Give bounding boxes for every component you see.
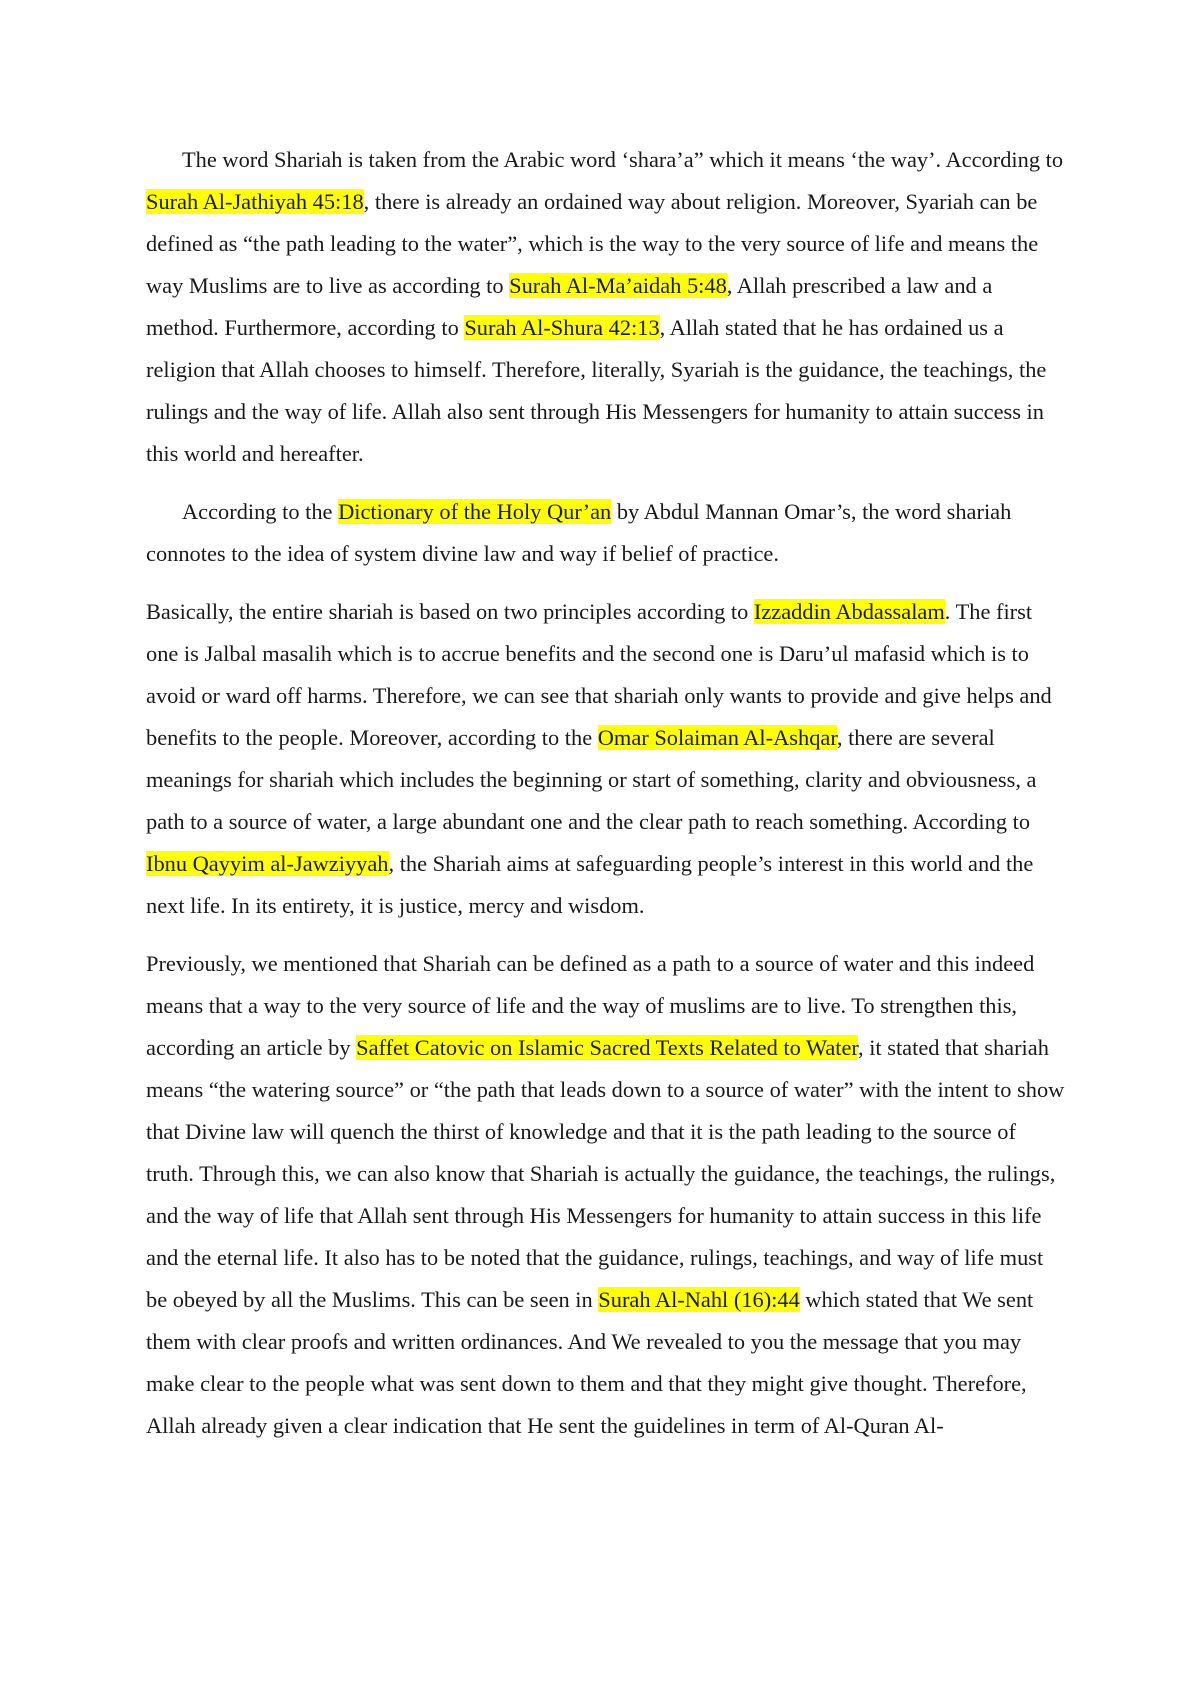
text-run: , it stated that shariah means “the watering source” or “the path that leads down to a source of water” with the intent to show that Divine law will quench the thirst of knowledge and that it is the path leading to the source of truth. Through this, we can also know that Shariah is actually the guidance, the teachings, the rulings, and the way of life that Allah sent through His Messengers for humanity to attain success in this life and the eternal life. It also has to be noted that the guidance, rulings, teachings, and way of life must be obeyed by all the Muslims. This can be seen in — [146, 1035, 1065, 1312]
highlighted-reference: Surah Al-Nahl (16):44 — [598, 1287, 800, 1312]
text-run: , the Shariah aims at safeguarding people’s interest in this world and the next life. In its entirety, it is justice, mercy and wisdom. — [146, 851, 1034, 918]
text-run: According to the — [182, 499, 339, 524]
paragraph-source-of-water — [146, 943, 1066, 1447]
text-run: . The first one is Jalbal masalih which is to accrue benefits and the second one is Daru’ul mafasid which is to avoid or ward off harms. Therefore, we can see that shariah only wants to provide and give helps and benefits to the people. Moreover, according to the — [146, 599, 1052, 750]
document-body — [146, 139, 1066, 1447]
highlighted-reference: Surah Al-Jathiyah 45:18 — [146, 189, 364, 214]
highlighted-reference: Izzaddin Abdassalam — [753, 599, 945, 624]
highlighted-reference: Omar Solaiman Al-Ashqar — [597, 725, 837, 750]
paragraph-principles — [146, 591, 1066, 927]
text-run: , there is already an ordained way about religion. Moreover, Syariah can be defined as “the path leading to the water”, which is the way to the very source of life and means the way Muslims are to live as according to — [146, 189, 1039, 298]
highlighted-reference: Surah Al-Shura 42:13 — [464, 315, 660, 340]
text-run: , Allah prescribed a law and a method. Furthermore, according to — [146, 273, 993, 340]
paragraph-shariah-definition — [146, 139, 1066, 475]
paragraph-dictionary — [146, 491, 1066, 575]
text-run: Previously, we mentioned that Shariah can be defined as a path to a source of water and this indeed means that a way to the very source of life and the way of muslims are to live. To strengthen this, according an article by — [146, 951, 1035, 1060]
text-run: which stated that We sent them with clear proofs and written ordinances. And We revealed to you the message that you may make clear to the people what was sent down to them and that they might give thought. Therefore, Allah already given a clear indication that He sent the guidelines in term of Al-Quran Al- — [146, 1287, 1034, 1438]
highlighted-reference: Surah Al-Ma’aidah 5:48 — [509, 273, 727, 298]
highlighted-reference: Saffet Catovic on Islamic Sacred Texts Related to Water — [356, 1035, 858, 1060]
text-run: , there are several meanings for shariah which includes the beginning or start of something, clarity and obviousness, a path to a source of water, a large abundant one and the clear path to reach something. According to — [146, 725, 1037, 834]
text-run: by Abdul Mannan Omar’s, the word shariah connotes to the idea of system divine law and way if belief of practice. — [146, 499, 1012, 566]
text-run: , Allah stated that he has ordained us a religion that Allah chooses to himself. Therefore, literally, Syariah is the guidance, the teachings, the rulings and the way of life. Allah also sent through His Messengers for humanity to attain success in this world and hereafter. — [146, 315, 1047, 466]
highlighted-reference: Ibnu Qayyim al-Jawziyyah — [146, 851, 389, 876]
text-run: Basically, the entire shariah is based on two principles according to — [146, 599, 754, 624]
highlighted-reference: Dictionary of the Holy Qur’an — [338, 499, 612, 524]
text-run: The word Shariah is taken from the Arabic word ‘shara’a” which it means ‘the way’. According to — [182, 147, 1064, 172]
